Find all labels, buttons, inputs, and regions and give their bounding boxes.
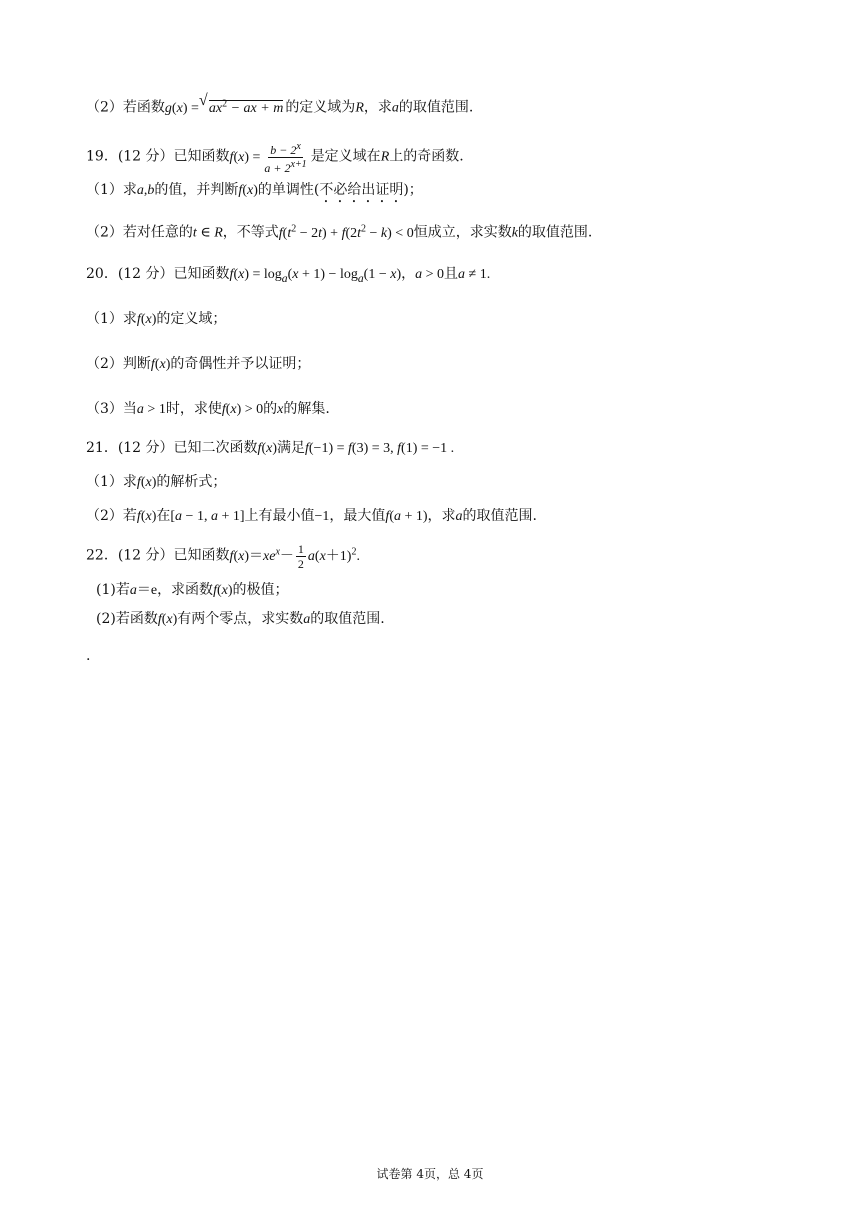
q20-part3: （3）当a > 1时，求使f(x) > 0的x的解集. [86,401,330,417]
q21-part2: （2）若f(x)在[a − 1, a + 1]上有最小值−1，最大值f(a + 1)，求a的取值范围. [86,508,537,524]
page-footer: 试卷第 4页，总 4页 [376,1167,484,1181]
q22-part2: (2)若函数f(x)有两个零点，求实数a的取值范围. [96,611,385,627]
q19-part1: （1）求a,b的值，并判断f(x)的单调性(不必给出证明)； [86,182,423,198]
q22-f-definition: $f(x)=xe^x-$ $\frac{1}{2}$ $a(x+1)^2$. [229,542,360,571]
q22-part1: (1)若a＝e，求函数f(x)的极值； [96,582,289,598]
q18-part2: （2）若函数g(x) =√ $ax^2$ − ax + m 的定义域为R，求a的取值范围. [86,94,473,119]
q20-part2: （2）判断f(x)的奇偶性并予以证明； [86,356,311,372]
q21-part1: （1）求f(x)的解析式； [86,474,227,490]
q20-part1: （1）求f(x)的定义域； [86,311,227,327]
q19-heading: 19．(12 分）已知函数f(x) = $\frac{b - 2^x}{a + 2^{x+1}}$ 是定义域在R上的奇函数. [86,141,464,175]
q21-heading: 21．(12 分）已知二次函数f(x)满足f(−1) = f(3) = 3, f(1) = −1 . [86,440,455,456]
emphasis-dots-text: 不必给出证明 [319,182,404,198]
q22-heading: 22．(12 分）已知函数$f(x)=xe^x-$ $\frac{1}{2}$ $a(x+1)^2$. [86,542,360,571]
q18-g-function: g(x) =√ $ax^2$ − ax + m [165,101,285,116]
q20-heading: 20．(12 分）已知函数$f(x) = \log_a(x + 1) - \log_a(1 - x)$，a > 0且a ≠ 1. [86,266,491,285]
stray-dot: . [86,648,91,664]
q20-f-definition: $f(x) = \log_a(x + 1) - \log_a(1 - x)$ [229,267,402,285]
q19-part2: （2）若对任意的t ∈ R，不等式$f(t^2 - 2t) + f(2t^2 - k) < 0$恒成立，求实数k的取值范围. [86,223,593,241]
q19-f-definition: f(x) = $\frac{b - 2^x}{a + 2^{x+1}}$ [229,141,307,175]
